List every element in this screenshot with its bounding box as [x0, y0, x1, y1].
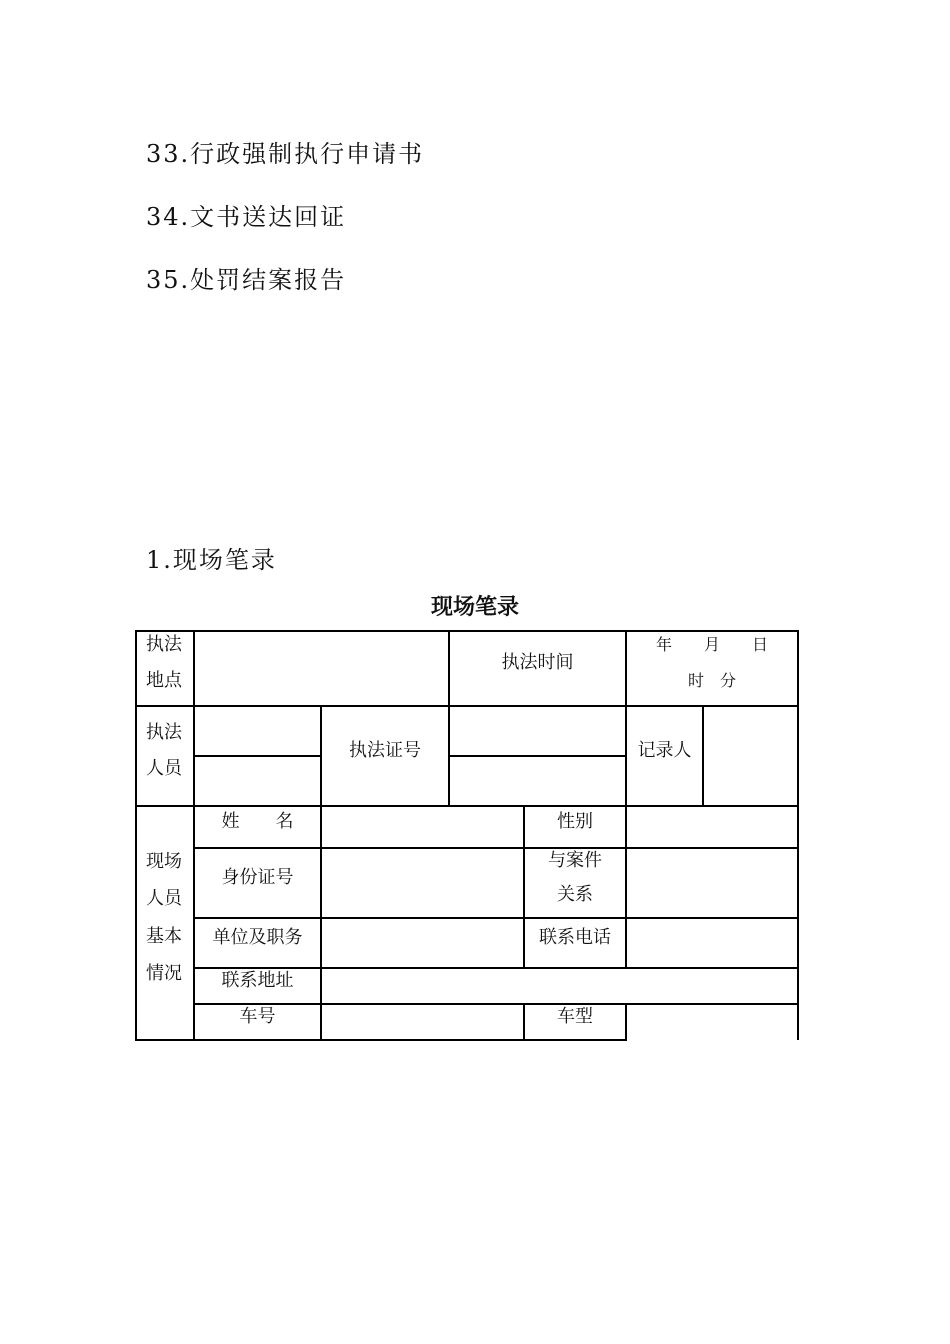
phone-label: 联系电话: [539, 927, 611, 948]
time-date-line: 年 月 日: [655, 635, 768, 654]
section-heading: 1.现场笔录: [146, 546, 277, 574]
officers-label-line2: 人员: [146, 758, 182, 779]
list-item-34: 34.文书送达回证: [146, 203, 347, 231]
table-border: [135, 1039, 627, 1041]
list-item-35: 35.处罚结案报告: [146, 266, 347, 294]
plate-label: 车号: [239, 1006, 276, 1027]
table-border: [193, 847, 799, 849]
name-label: 姓 名: [221, 811, 294, 832]
table-border: [625, 805, 627, 969]
person-label-line1: 现场: [146, 851, 182, 872]
table-border: [448, 755, 626, 757]
list-item-33: 33.行政强制执行申请书: [146, 140, 425, 168]
table-border: [797, 630, 799, 1040]
officers-label-line1: 执法: [146, 722, 182, 743]
table-border: [702, 705, 704, 806]
gender-label: 性别: [557, 811, 593, 832]
relation-label-line2: 关系: [557, 884, 593, 905]
location-label-line2: 地点: [146, 670, 182, 691]
location-label-line1: 执法: [146, 634, 182, 655]
person-label-line4: 情况: [146, 963, 182, 984]
table-border: [193, 917, 799, 919]
relation-label-line1: 与案件: [548, 850, 602, 871]
vehicle-type-label: 车型: [557, 1006, 593, 1027]
table-border: [135, 705, 799, 707]
address-label: 联系地址: [221, 970, 294, 991]
unit-label: 单位及职务: [212, 927, 303, 948]
person-label-line3: 基本: [146, 926, 182, 947]
cert-label: 执法证号: [349, 740, 421, 761]
id-number-label: 身份证号: [221, 867, 294, 888]
form-title: 现场笔录: [430, 595, 519, 620]
time-label: 执法时间: [501, 652, 574, 673]
time-clock-line: 时 分: [687, 671, 736, 690]
table-border: [135, 630, 137, 1041]
table-border: [625, 1003, 627, 1041]
person-label-line2: 人员: [146, 888, 182, 909]
table-border: [193, 755, 321, 757]
recorder-label: 记录人: [637, 740, 692, 761]
